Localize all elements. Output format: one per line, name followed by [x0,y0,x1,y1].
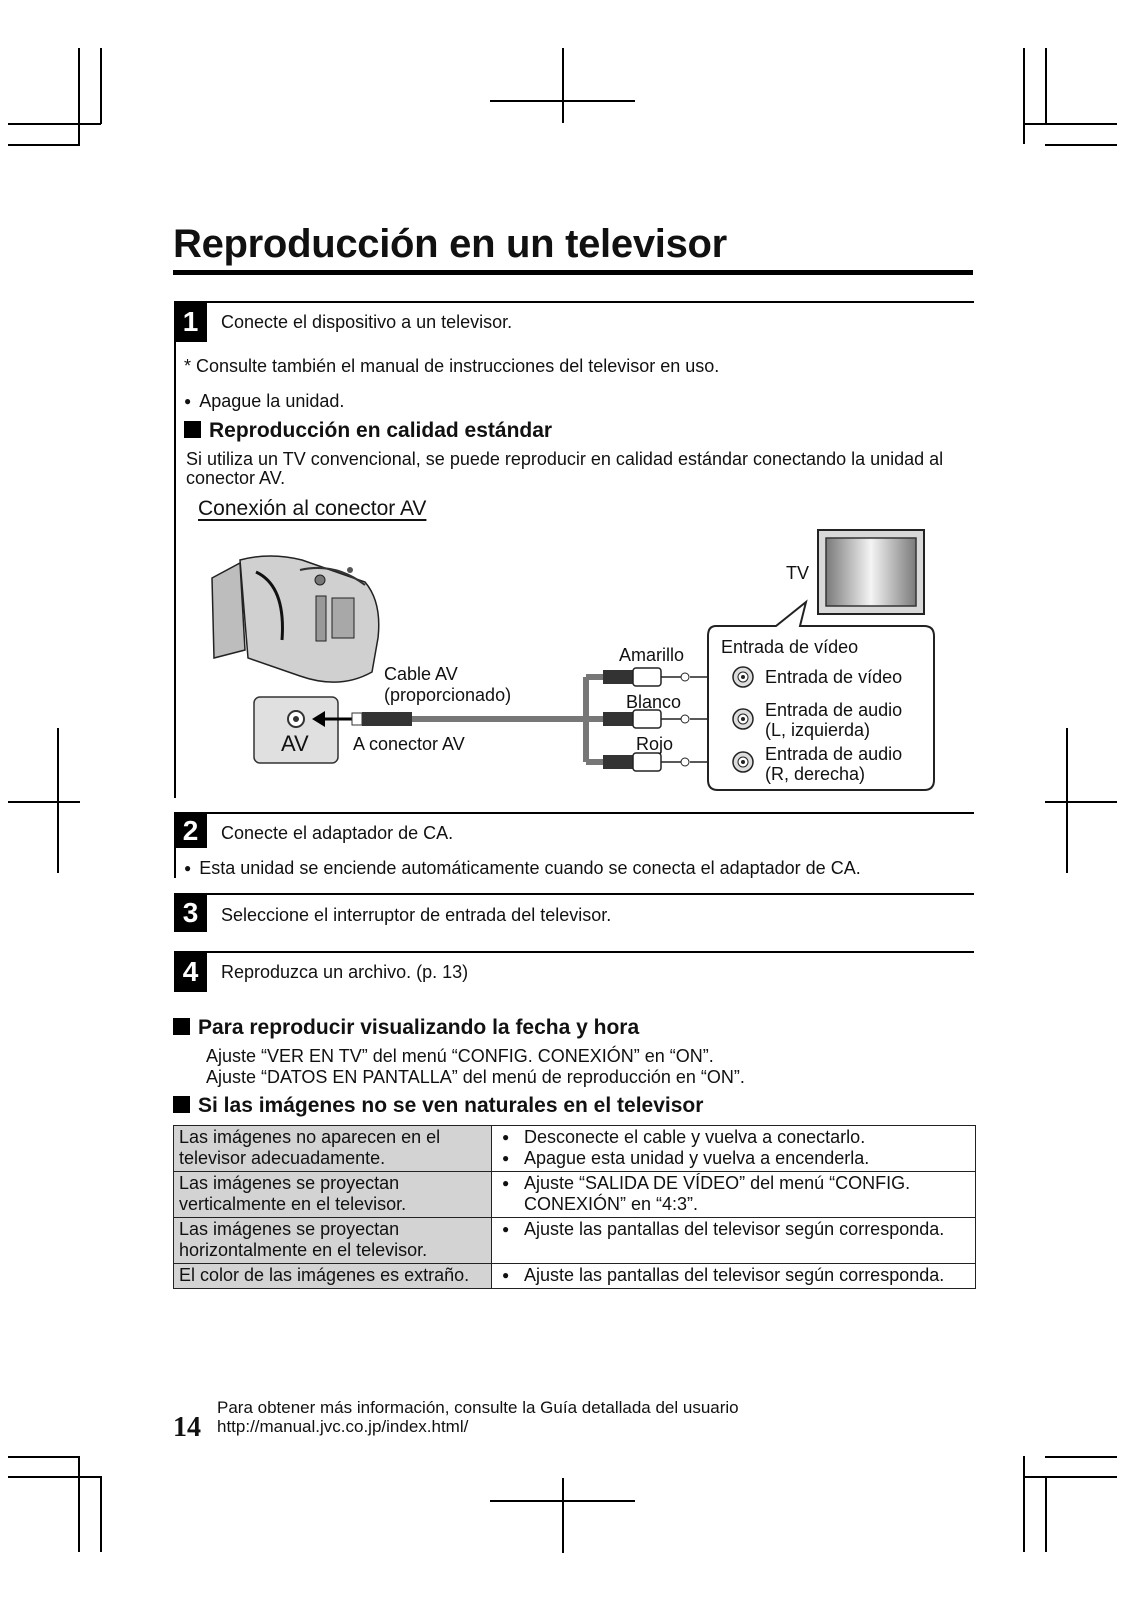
section-datetime [173,1016,639,1040]
plug-label-yellow: Amarillo [619,645,685,665]
step-2-bullet: ● Esta unidad se enciende automáticamente cuando se conecta el adaptador de CA. [184,858,861,879]
problem-cell: El color de las imágenes es extraño. [174,1264,492,1289]
step-3-text: Seleccione el interruptor de entrada del televisor. [221,905,612,925]
step-2-number: 2 [174,813,207,848]
audio-r-jack-icon [733,752,753,772]
step-4-text: Reproduzca un archivo. (p. 13) [221,962,469,982]
plug-label-white: Blanco [626,692,682,712]
solution-item: ● Ajuste “SALIDA DE VÍDEO” del menú “CONFIG. CONEXIÓN” en “4:3”. [500,1173,970,1215]
table-row [174,1218,976,1264]
diagram-title: Conexión al conector AV [198,497,427,520]
problem-cell: Las imágenes no aparecen en el televisor adecuadamente. [174,1126,492,1172]
cable-label-line1: Cable AV [384,664,458,684]
solution-cell [492,1126,976,1172]
step-1-number: 1 [174,302,207,342]
cable-label [384,664,511,706]
section-trouble-title: Si las imágenes no se ven naturales en el televisor [198,1094,704,1117]
section-square-icon [173,1096,190,1113]
footer-url[interactable]: http://manual.jvc.co.jp/index.html/ [217,1417,469,1436]
connector-label: A conector AV [353,734,465,754]
datetime-line-2: Ajuste “DATOS EN PANTALLA” del menú de reproducción en “ON”. [206,1067,745,1087]
solution-item: ● Apague esta unidad y vuelva a encenderla. [500,1148,970,1169]
step-3-rule [174,893,974,895]
rca-plug-yellow [603,668,689,686]
solution-cell [492,1264,976,1289]
step-4-number: 4 [174,952,207,992]
section-standard-quality-title: Reproducción en calidad estándar [209,419,553,442]
page-number: 14 [173,1412,201,1443]
input-audio-r-line2: (R, derecha) [765,764,866,784]
step-2-text: Conecte el adaptador de CA. [221,823,454,843]
section-square-icon [173,1018,190,1035]
step-3-number: 3 [174,894,207,932]
input-video-label: Entrada de vídeo [765,667,903,687]
plug-label-red: Rojo [636,734,674,754]
audio-l-jack-icon [733,709,753,729]
input-audio-r-label [765,744,902,784]
input-box-header: Entrada de vídeo [721,637,859,657]
section-standard-text: Si utiliza un TV convencional, se puede reproducir en calidad estándar conectando la unidad al conector AV. [186,449,944,488]
camcorder-illustration [212,556,379,682]
problem-cell: Las imágenes se proyectan horizontalmente en el televisor. [174,1218,492,1264]
tv-label: TV [786,563,810,583]
step-2-bar [174,848,176,878]
input-audio-l-label [765,700,902,740]
solution-cell [492,1218,976,1264]
input-audio-l-line1: Entrada de audio [765,700,903,720]
av-label: AV [281,731,309,756]
step-1-note: * Consulte también el manual de instrucciones del televisor en uso. [184,356,720,376]
solution-cell [492,1172,976,1218]
solution-item: ● Ajuste las pantallas del televisor según corresponda. [500,1265,970,1286]
step-2-rule [174,812,974,814]
page-title: Reproducción en un televisor [173,222,727,266]
input-audio-r-line1: Entrada de audio [765,744,903,764]
solution-item: ● Ajuste las pantallas del televisor según corresponda. [500,1219,970,1240]
cable-label-line2: (proporcionado) [384,685,512,705]
step-4-rule [174,951,974,953]
troubleshooting-table [173,1125,976,1289]
table-row [174,1126,976,1172]
rca-plug-red [603,753,689,771]
tv-icon [818,530,924,614]
section-datetime-title: Para reproducir visualizando la fecha y hora [198,1016,640,1039]
input-audio-l-line2: (L, izquierda) [765,720,871,740]
problem-cell: Las imágenes se proyectan verticalmente en el televisor. [174,1172,492,1218]
section-trouble [173,1094,703,1118]
solution-item: ● Desconecte el cable y vuelva a conectarlo. [500,1127,970,1148]
footer-text [217,1398,739,1436]
table-row [174,1264,976,1289]
video-jack-icon [733,667,753,687]
datetime-line-1: Ajuste “VER EN TV” del menú “CONFIG. CONEXIÓN” en “ON”. [206,1046,714,1066]
footer-line-1: Para obtener más información, consulte la Guía detallada del usuario [217,1398,739,1417]
table-row [174,1172,976,1218]
step-1-bullet: ● Apague la unidad. [184,391,344,412]
step-1-text: Conecte el dispositivo a un televisor. [221,312,513,332]
